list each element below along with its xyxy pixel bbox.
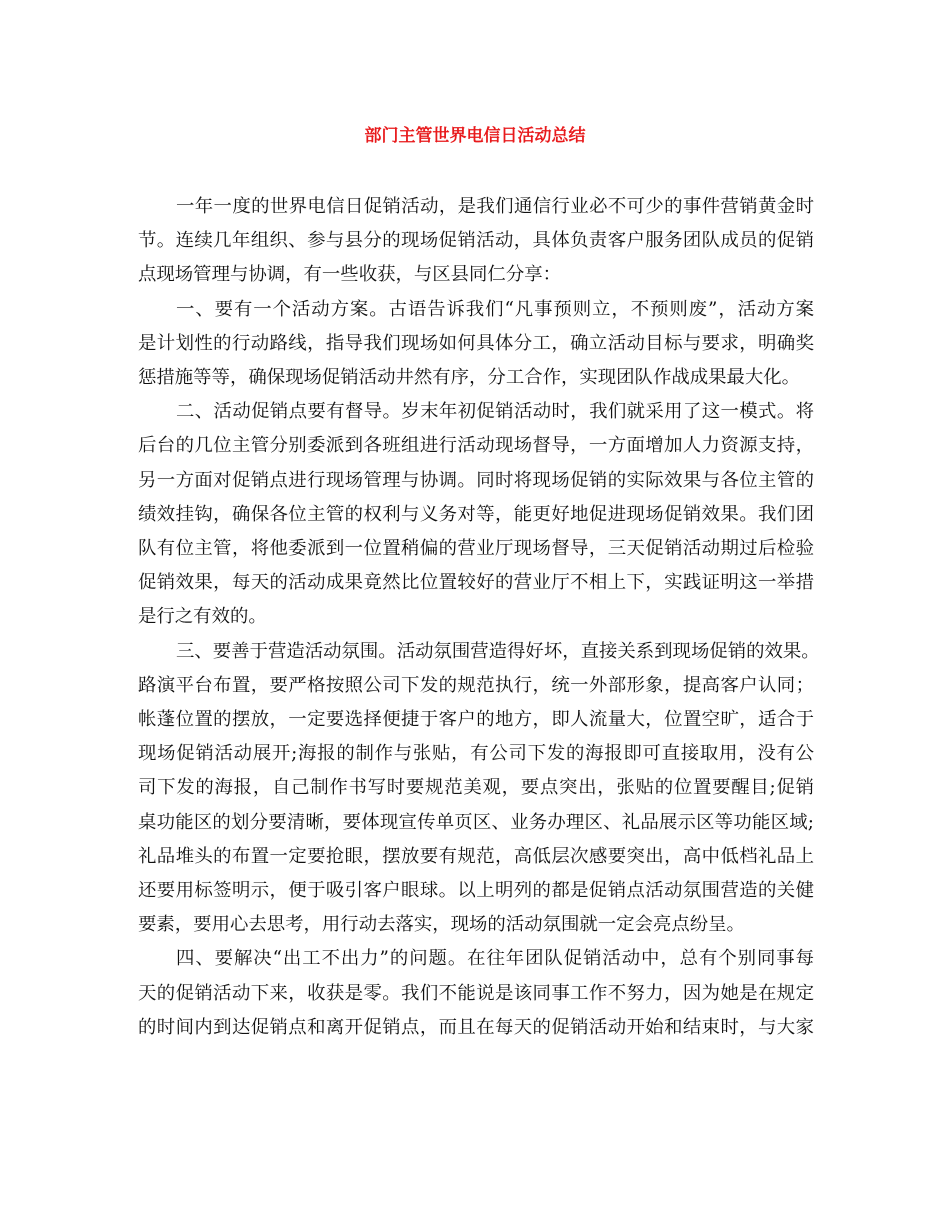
text-line: 现场促销活动展开;海报的制作与张贴，有公司下发的海报即可直接取用，没有公 <box>138 743 814 765</box>
text-line: 要素，要用心去思考，用行动去落实，现场的活动氛围就一定会亮点纷呈。 <box>138 914 745 936</box>
text-line: 节。连续几年组织、参与县分的现场促销活动，具体负责客户服务团队成员的促销 <box>138 230 814 252</box>
text-line: 司下发的海报，自己制作书写时要规范美观，要点突出，张贴的位置要醒目;促销 <box>138 777 814 799</box>
document-body <box>138 190 820 1045</box>
text-line: 三、要善于营造活动氛围。活动氛围营造得好坏，直接关系到现场促销的效果。 <box>176 640 820 662</box>
paragraph-4 <box>138 635 820 943</box>
text-line: 点现场管理与协调，有一些收获，与区县同仁分享： <box>138 264 561 286</box>
text-line: 礼品堆头的布置一定要抢眼，摆放要有规范，高低层次感要突出，高中低档礼品上 <box>138 845 814 867</box>
text-line: 桌功能区的划分要清晰，要体现宣传单页区、业务办理区、礼品展示区等功能区域; <box>138 811 814 833</box>
text-line: 是行之有效的。 <box>138 606 267 628</box>
paragraph-3 <box>138 395 814 634</box>
text-line: 另一方面对促销点进行现场管理与协调。同时将现场促销的实际效果与各位主管的 <box>138 469 814 491</box>
text-line: 惩措施等等，确保现场促销活动井然有序，分工合作，实现团队作战成果最大化。 <box>138 367 801 389</box>
text-line: 天的促销活动下来，收获是零。我们不能说是该同事工作不努力，因为她是在规定 <box>138 982 814 1004</box>
text-line: 四、要解决“出工不出力”的问题。在往年团队促销活动中，总有个别同事每 <box>176 948 814 970</box>
text-line: 是计划性的行动路线，指导我们现场如何具体分工，确立活动目标与要求，明确奖 <box>138 332 814 354</box>
text-line: 队有位主管，将他委派到一位置稍偏的营业厅现场督导，三天促销活动期过后检验 <box>138 538 814 560</box>
text-line: 还要用标签明示，便于吸引客户眼球。以上明列的都是促销点活动氛围营造的关健 <box>138 880 814 902</box>
text-line: 一年一度的世界电信日促销活动，是我们通信行业必不可少的事件营销黄金时 <box>176 196 814 217</box>
text-line: 二、活动促销点要有督导。岁末年初促销活动时，我们就采用了这一模式。将 <box>176 401 814 423</box>
text-line: 路演平台布置，要严格按照公司下发的规范执行，统一外部形象，提高客户认同； <box>138 674 814 696</box>
text-line: 促销效果，每天的活动成果竟然比位置较好的营业厅不相上下，实践证明这一举措 <box>138 572 814 594</box>
text-line: 后台的几位主管分别委派到各班组进行活动现场督导，一方面增加人力资源支持， <box>138 435 814 457</box>
document-title: 部门主管世界电信日活动总结 <box>364 126 586 146</box>
paragraph-1 <box>138 190 814 293</box>
paragraph-2 <box>138 293 814 396</box>
text-line: 一、要有一个活动方案。古语告诉我们“凡事预则立，不预则废”，活动方案 <box>176 298 814 320</box>
text-line: 帐蓬位置的摆放，一定要选择便捷于客户的地方，即人流量大，位置空旷，适合于 <box>138 709 814 731</box>
text-line: 绩效挂钩，确保各位主管的权利与义务对等，能更好地促进现场促销效果。我们团 <box>138 503 814 525</box>
paragraph-5 <box>138 942 814 1045</box>
text-line: 的时间内到达促销点和离开促销点，而且在每天的促销活动开始和结束时，与大家 <box>138 1016 814 1038</box>
